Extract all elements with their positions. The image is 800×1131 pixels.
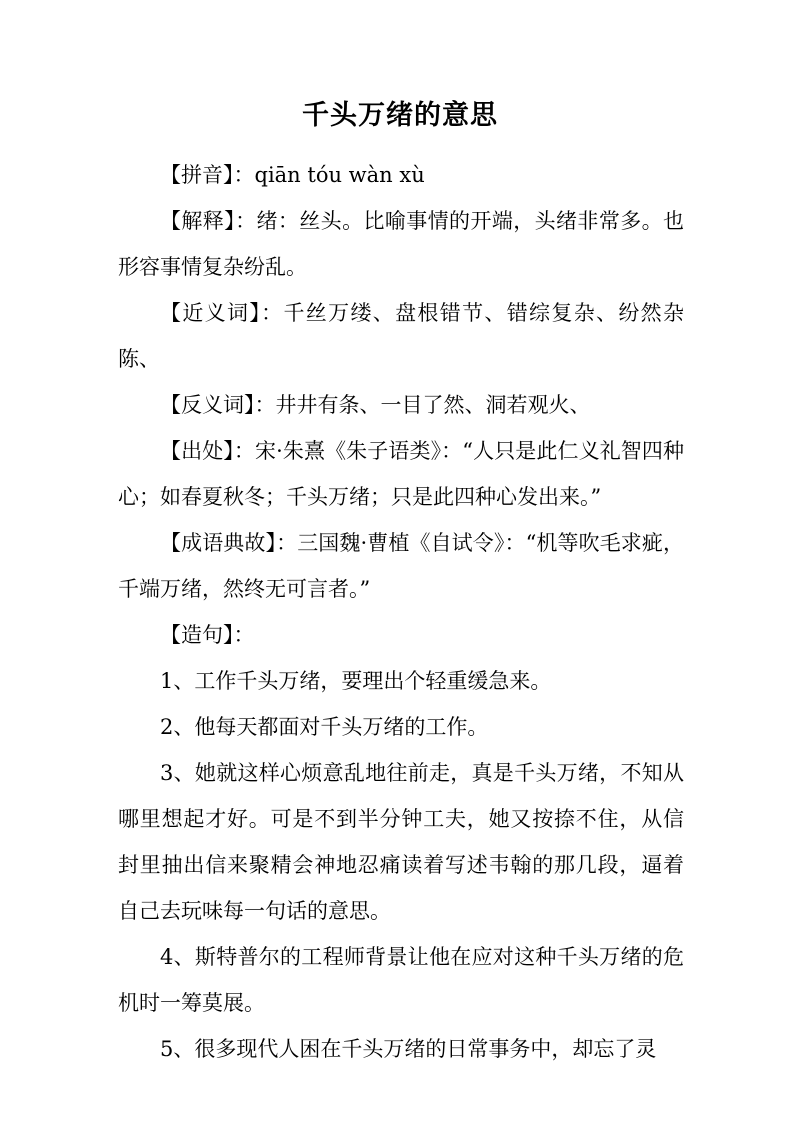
antonyms-label: 【反义词】：: [160, 393, 276, 417]
allusion-label: 【成语典故】：: [160, 531, 298, 555]
explanation-label: 【解释】：: [160, 209, 257, 233]
pinyin-label: 【拼音】：: [160, 163, 255, 187]
examples-heading-label: 【造句】：: [160, 623, 255, 647]
example-item: 5、很多现代人困在千头万绪的日常事务中，却忘了灵: [160, 1037, 657, 1061]
example-item: 3、她就这样心烦意乱地往前走，真是千头万绪，不知从哪里想起才好。可是不到半分钟工夫，她又按捺不住，从信封里抽出信来聚精会神地忍痛读着写述韦翰的那几段，逼着自己去玩味每一句话的意思。: [118, 761, 684, 923]
source-paragraph: [118, 428, 684, 520]
explanation-text: 绪：丝头。比喻事情的开端，头绪非常多。也形容事情复杂纷乱。: [118, 209, 685, 279]
pinyin-paragraph: [118, 152, 684, 198]
example-item: 1、工作千头万绪，要理出个轻重缓急来。: [160, 669, 552, 693]
synonyms-label: 【近义词】：: [160, 301, 284, 325]
example-item: 4、斯特普尔的工程师背景让他在应对这种千头万绪的危机时一筹莫展。: [118, 945, 684, 1015]
pinyin-text: qiān tóu wàn xù: [254, 163, 425, 187]
allusion-paragraph: [118, 520, 684, 612]
source-label: 【出处】：: [160, 439, 255, 463]
source-text: 宋·朱熹《朱子语类》：“人只是此仁义礼智四种心；如春夏秋冬；千头万绪；只是此四种心发出来。”: [118, 439, 684, 509]
examples-heading-paragraph: [118, 612, 684, 658]
antonyms-text: 井井有条、一目了然、洞若观火、: [275, 393, 591, 417]
antonyms-paragraph: [118, 382, 684, 428]
explanation-paragraph: [118, 198, 684, 290]
synonyms-paragraph: [118, 290, 684, 382]
example-item: 2、他每天都面对千头万绪的工作。: [160, 715, 489, 739]
document-body: [118, 152, 684, 1072]
synonyms-text: 千丝万缕、盘根错节、错综复杂、纷然杂陈、: [118, 301, 685, 371]
allusion-text: 三国魏·曹植《自试令》：“机等吹毛求疵，千端万绪，然终无可言者。”: [118, 531, 684, 601]
page-title: 千头万绪的意思: [302, 100, 498, 131]
